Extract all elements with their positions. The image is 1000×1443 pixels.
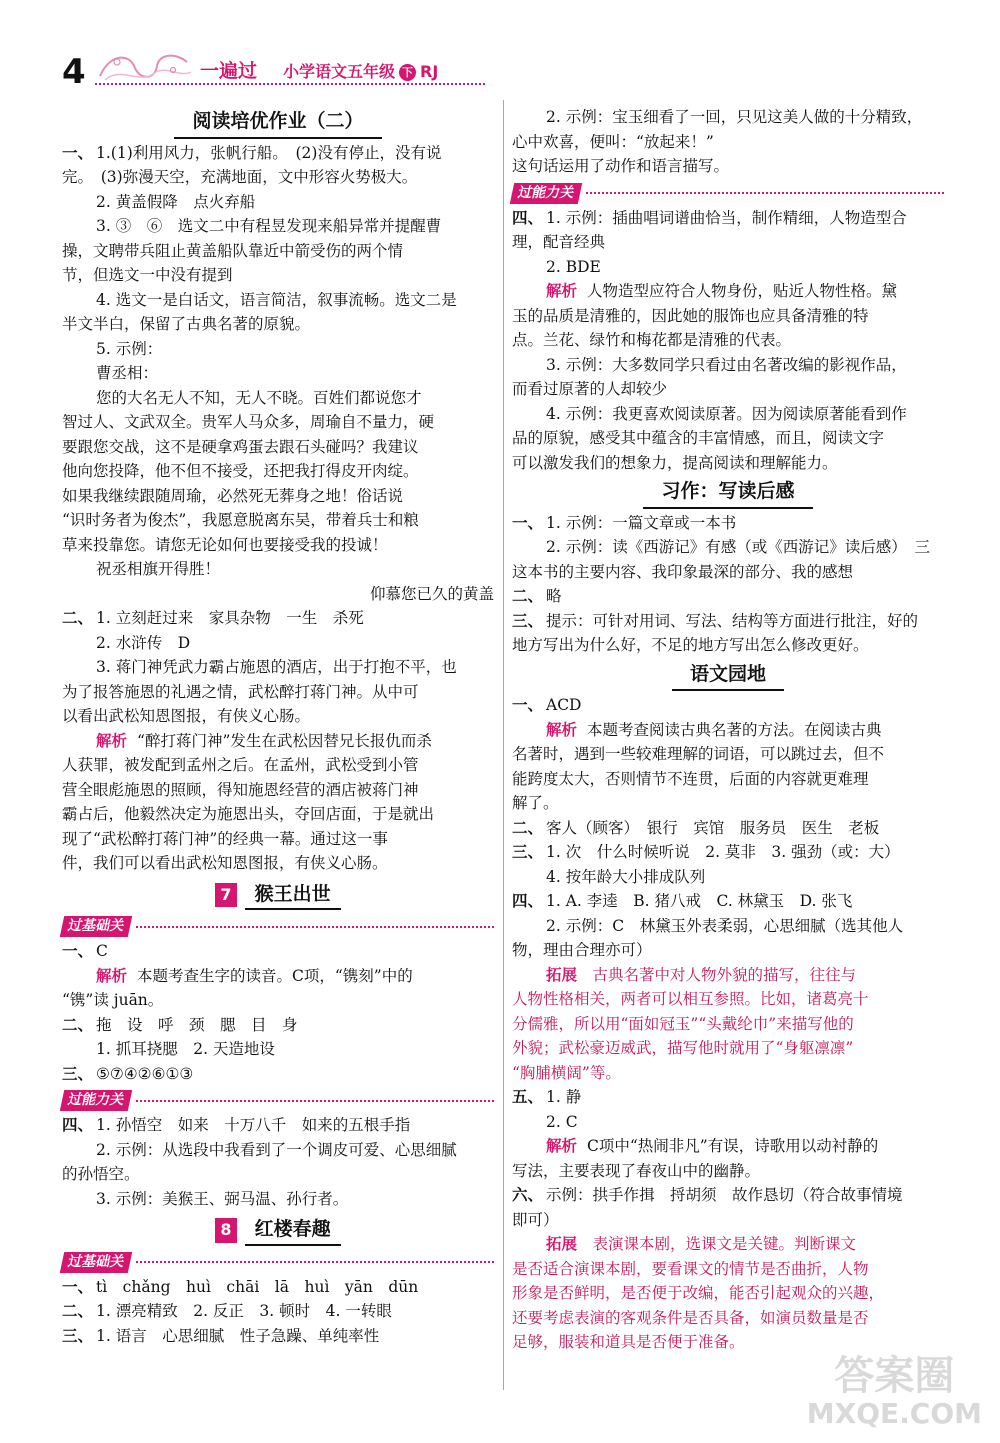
dotted-rule <box>586 192 944 194</box>
question-number: 二、 <box>512 586 544 605</box>
column-divider <box>503 100 504 1390</box>
continuation-line: 心中欢喜，便叫：“放起来！” <box>512 132 714 151</box>
sub-answer-line: 2. 示例：C 林黛玉外表柔弱，心思细腻（选其他人 <box>546 916 904 935</box>
watermark-url: MXQE.COM <box>806 1397 982 1430</box>
continuation-line: 而看过原著的人却较少 <box>512 380 668 398</box>
level-badge-row <box>512 183 944 204</box>
dotted-rule <box>136 1261 494 1263</box>
sub-answer-line: 1. 抓耳挠腮 2. 天造地设 <box>96 1040 275 1058</box>
extension-label: 拓展 <box>546 1235 578 1253</box>
question-number: 一、 <box>62 1276 94 1296</box>
continuation-line: 营全眼彪施恩的照顾，得知施恩经营的酒店被蒋门神 <box>62 780 419 799</box>
continuation-line: 霸占后，他毅然决定为施恩出头，夺回店面，于是就出 <box>62 805 435 823</box>
question-number: 一、 <box>62 941 94 960</box>
page-header <box>0 0 1000 95</box>
continuation-line: 名著时，遇到一些较难理解的词语，可以跳过去，但不 <box>512 745 885 763</box>
answer-text: 1. 次 什么时候听说 2. 莫非 3. 强劲（或：大） <box>546 843 900 861</box>
answer-text: ACD <box>546 696 582 714</box>
section-title <box>62 109 494 139</box>
continuation-line: 物，理由合理亦可） <box>512 941 652 959</box>
question-line <box>512 889 944 914</box>
continuation-line: 他向您投降，他不但不接受，还把我打得皮开肉绽。 <box>62 462 419 480</box>
question-number: 三、 <box>512 842 544 861</box>
continuation-line: 为了报答施恩的礼遇之情，武松醉打蒋门神。从中可 <box>62 682 419 701</box>
lesson-number: 7 <box>215 883 236 908</box>
sub-answer-line: 2. 示例：从选段中我看到了一个调皮可爱、心思细腻 <box>96 1140 457 1159</box>
question-line <box>512 1183 944 1208</box>
answer-text: ⑤⑦④②⑥①③ <box>96 1064 194 1083</box>
section-title-text: 语文园地 <box>672 662 784 692</box>
letter-signature: 仰慕您已久的黄盖 <box>369 584 494 603</box>
sub-answer-line: 2. 示例：宝玉细看了一回，只见这美人做的十分精致， <box>546 108 923 126</box>
question-number: 三、 <box>62 1325 94 1345</box>
answer-text: 1.(1)利用风力，张帆行船。 (2)没有停止，没有说 <box>96 143 442 162</box>
sub-answer-line: 2. C <box>546 1112 578 1131</box>
sub-answer-line: 4. 选文一是白话文，语言简洁，叙事流畅。选文二是 <box>96 290 457 309</box>
continuation-line: 地方写出为什么好，不足的地方写出怎么修改更好。 <box>512 636 869 654</box>
level-badge-row <box>62 916 494 937</box>
continuation-line: 要跟您交战，这不是硬拿鸡蛋去跟石头碰吗？我建议 <box>62 437 419 456</box>
extension-text: 表演课本剧，选课文是关键。判断课文 <box>592 1235 857 1253</box>
continuation-line: 即可） <box>512 1210 559 1229</box>
sub-answer-line: 4. 按年龄大小排成队列 <box>546 867 706 886</box>
extension-line <box>512 1232 944 1257</box>
question-number: 四、 <box>512 891 544 910</box>
answer-text: 略 <box>546 587 562 605</box>
level-badge: 过能力关 <box>60 1090 132 1111</box>
dotted-rule <box>136 926 494 928</box>
analysis-label: 解析 <box>546 720 578 739</box>
question-number: 一、 <box>512 695 544 714</box>
question-line <box>62 1113 494 1138</box>
question-line <box>512 1085 944 1110</box>
section-title <box>512 479 944 509</box>
continuation-line: 的孙悟空。 <box>62 1165 140 1183</box>
section-title-text: 阅读培优作业（二） <box>174 109 381 139</box>
question-line <box>512 511 944 536</box>
page-number: 4 <box>62 52 86 92</box>
answer-text: 1. 孙悟空 如来 十万八千 如来的五根手指 <box>96 1116 411 1134</box>
analysis-line <box>512 718 944 743</box>
answer-text: 1. 静 <box>546 1088 582 1106</box>
continuation-line: 节，但选文一中没有提到 <box>62 266 233 284</box>
decorative-swirl-icon <box>95 48 195 86</box>
extension-continuation: 还要考虑表演的客观条件是否具备，如演员数量是否 <box>512 1308 869 1327</box>
question-line <box>62 1062 494 1087</box>
question-line <box>512 206 944 231</box>
brand-logo: 一遍过 <box>200 60 258 82</box>
letter-paragraph-line: 您的大名无人不知，无人不晓。百姓们都说您才 <box>96 388 422 407</box>
lesson-title <box>62 1217 494 1246</box>
continuation-line: 件，我们可以看出武松知恩图报，有侠义心肠。 <box>62 854 388 872</box>
book-title-text: 小学语文五年级 <box>283 62 396 81</box>
answer-text: 1. 漂亮精致 2. 反正 3. 顿时 4. 一转眼 <box>96 1302 392 1320</box>
analysis-text: 本题考查阅读古典名著的方法。在阅读古典 <box>587 720 882 739</box>
answer-text: 1. 语言 心思细腻 性子急躁、单纯率性 <box>96 1326 380 1345</box>
extension-continuation: 形象是否鲜明，是否便于改编，能否引起观众的兴趣， <box>512 1284 885 1302</box>
analysis-text: 本题考查生字的读音。C项，“镌刻”中的 <box>137 966 413 985</box>
continuation-line: 解了。 <box>512 794 559 812</box>
continuation-line: 以看出武松知恩图报，有侠义心肠。 <box>62 707 311 725</box>
sub-answer-line: 曹丞相： <box>96 364 159 382</box>
question-number: 五、 <box>512 1087 544 1106</box>
question-number: 一、 <box>62 142 94 162</box>
continuation-line: 智过人、文武双全。贵军人马众多，周瑜自不量力，硬 <box>62 413 435 431</box>
level-badge-row <box>62 1090 494 1111</box>
analysis-line <box>62 964 494 989</box>
answer-text: 提示：可针对用词、写法、结构等方面进行批注，好的 <box>546 611 919 630</box>
question-number: 二、 <box>512 817 544 837</box>
analysis-text: C项中“热闹非凡”有误，诗歌用以动衬静的 <box>587 1137 879 1155</box>
question-number: 一、 <box>512 512 544 532</box>
level-badge: 过基础关 <box>60 1252 132 1273</box>
question-number: 二、 <box>62 608 94 627</box>
continuation-line: 这本书的主要内容、我印象最深的部分、我的感想 <box>512 562 854 581</box>
question-number: 二、 <box>62 1014 94 1034</box>
question-number: 四、 <box>62 1115 94 1134</box>
question-line <box>62 606 494 631</box>
dotted-rule <box>136 1100 494 1102</box>
volume-badge: 下 <box>399 64 416 81</box>
sub-answer-line: 2. BDE <box>546 257 601 276</box>
extension-line <box>512 963 944 988</box>
answer-text: 示例：拱手作揖 捋胡须 故作恳切（符合故事情境 <box>546 1186 903 1204</box>
lesson-name: 猴王出世 <box>245 882 341 911</box>
question-number: 六、 <box>512 1185 544 1204</box>
extension-continuation: 人物性格相关，两者可以相互参照。比如，诸葛亮十 <box>512 990 869 1008</box>
continuation-line: 现了“武松醉打蒋门神”的经典一幕。通过这一事 <box>62 829 388 848</box>
question-number: 三、 <box>62 1063 94 1083</box>
level-badge: 过基础关 <box>60 916 132 937</box>
section-title <box>512 662 944 692</box>
sub-answer-line: 3. 蒋门神凭武力霸占施恩的酒店，出于打抱不平，也 <box>96 658 457 676</box>
edition-label: RJ <box>420 62 439 81</box>
header-divider <box>95 83 485 85</box>
question-line <box>512 693 944 718</box>
answer-text: 1. 示例：一篇文章或一本书 <box>546 513 737 532</box>
sub-answer-line: 2. 示例：读《西游记》有感（或《西游记》读后感） 三 <box>546 538 930 556</box>
continuation-line: 能跨度太大，否则情节不连贯，后面的内容就更难理 <box>512 769 869 788</box>
question-line <box>512 584 944 609</box>
analysis-label: 解析 <box>546 1137 578 1155</box>
analysis-text: 人物造型应符合人物身份，贴近人物性格。黛 <box>587 282 898 300</box>
continuation-line: 品的原貌，感受其中蕴含的丰富情感，而且，阅读文字 <box>512 429 885 447</box>
continuation-line: 操，文聘带兵阻止黄盖船队靠近中箭受伤的两个情 <box>62 241 404 260</box>
lesson-title <box>62 882 494 911</box>
continuation-line: 人获罪，被发配到孟州之后。在孟州，武松受到小管 <box>62 756 419 774</box>
analysis-line <box>512 279 944 304</box>
extension-continuation: 分儒雅，所以用“面如冠玉”“头戴纶巾”来描写他的 <box>512 1014 854 1033</box>
continuation-line: “镌”读 juān。 <box>62 991 164 1009</box>
extension-continuation: 是否适合演课本剧，要看课文的情节是否曲折，人物 <box>512 1259 869 1278</box>
question-line <box>512 840 944 865</box>
question-line <box>62 1324 494 1349</box>
continuation-line: 半文半白，保留了古典名著的原貌。 <box>62 315 311 333</box>
sub-answer-line: 2. 水浒传 D <box>96 633 191 652</box>
question-number: 四、 <box>512 207 544 227</box>
continuation-line: 如果我继续跟随周瑜，必然死无葬身之地！俗话说 <box>62 486 404 505</box>
analysis-label: 解析 <box>96 966 128 985</box>
answer-text: C <box>96 942 108 960</box>
section-title-text: 习作：写读后感 <box>643 479 812 509</box>
answer-text: 客人（顾客） 银行 宾馆 服务员 医生 老板 <box>546 818 880 837</box>
question-number: 三、 <box>512 610 544 630</box>
level-badge-row <box>62 1252 494 1273</box>
answer-text: 1. 示例：插曲唱词谱曲恰当，制作精细，人物造型合 <box>546 208 907 227</box>
watermark <box>806 1353 982 1433</box>
question-number: 二、 <box>62 1301 94 1320</box>
question-line <box>512 609 944 634</box>
sub-answer-line: 3. ③ ⑥ 选文二中有程昱发现来船异常并提醒曹 <box>96 217 442 235</box>
continuation-line: 草来投靠您。请您无论如何也要接受我的投诚！ <box>62 535 388 554</box>
continuation-line: “识时务者为俊杰”，我愿意脱离东吴，带着兵士和粮 <box>62 511 419 529</box>
analysis-line <box>512 1134 944 1159</box>
answer-text: 1. 立刻赶过来 家具杂物 一生 杀死 <box>96 609 364 627</box>
continuation-line: 完。 (3)弥漫天空，充满地面，文中形容火势极大。 <box>62 168 418 186</box>
extension-label: 拓展 <box>546 965 578 984</box>
analysis-label: 解析 <box>546 282 578 300</box>
question-line <box>62 141 494 166</box>
continuation-line: 玉的品质是清雅的，因此她的服饰也应具备清雅的特 <box>512 306 869 325</box>
analysis-label: 解析 <box>96 731 128 750</box>
question-line <box>512 816 944 841</box>
sub-answer-line: 2. 黄盖假降 点火弃船 <box>96 192 256 211</box>
sub-answer-line: 4. 示例：我更喜欢阅读原著。因为阅读原著能看到作 <box>546 404 907 423</box>
extension-text: 古典名著中对人物外貌的描写，往往与 <box>592 965 857 984</box>
continuation-line: 这句话运用了动作和语言描写。 <box>512 157 730 175</box>
answer-text: 1. A. 李逵 B. 猪八戒 C. 林黛玉 D. 张飞 <box>546 892 853 910</box>
question-line <box>62 1013 494 1038</box>
lesson-name: 红楼春趣 <box>245 1217 341 1246</box>
analysis-line <box>62 729 494 754</box>
question-line <box>62 1299 494 1324</box>
level-badge: 过能力关 <box>510 183 582 204</box>
letter-paragraph-line: 祝丞相旗开得胜！ <box>96 560 221 578</box>
lesson-number: 8 <box>215 1218 236 1243</box>
sub-answer-line: 3. 示例：大多数同学只看过由名著改编的影视作品， <box>546 355 907 374</box>
question-line <box>62 1275 494 1300</box>
book-title <box>283 59 438 82</box>
question-line <box>62 939 494 964</box>
extension-continuation: 外貌；武松豪迈威武，描写他时就用了“身躯凛凛” <box>512 1039 854 1057</box>
sub-answer-line: 3. 示例：美猴王、弼马温、孙行者。 <box>96 1189 349 1208</box>
answer-text: tì chǎng huì chāi lā huì yān dūn <box>96 1277 419 1296</box>
extension-continuation: “胸脯横阔”等。 <box>512 1063 621 1082</box>
continuation-line: 写法，主要表现了春夜山中的幽静。 <box>512 1161 761 1180</box>
extension-continuation: 足够，服装和道具是否便于准备。 <box>512 1333 745 1351</box>
sub-answer-line: 5. 示例： <box>96 339 163 358</box>
left-column <box>62 105 494 1348</box>
continuation-line: 点。兰花、绿竹和梅花都是清雅的代表。 <box>512 331 792 349</box>
watermark-logo: 答案圈 <box>834 1353 955 1399</box>
answer-text: 拖 设 呼 颈 腮 目 身 <box>96 1015 298 1034</box>
analysis-text: “醉打蒋门神”发生在武松因替兄长报仇而杀 <box>137 731 432 750</box>
continuation-line: 可以激发我们的想象力，提高阅读和理解能力。 <box>512 453 838 472</box>
right-column <box>512 105 944 1355</box>
continuation-line: 理，配音经典 <box>512 233 606 251</box>
